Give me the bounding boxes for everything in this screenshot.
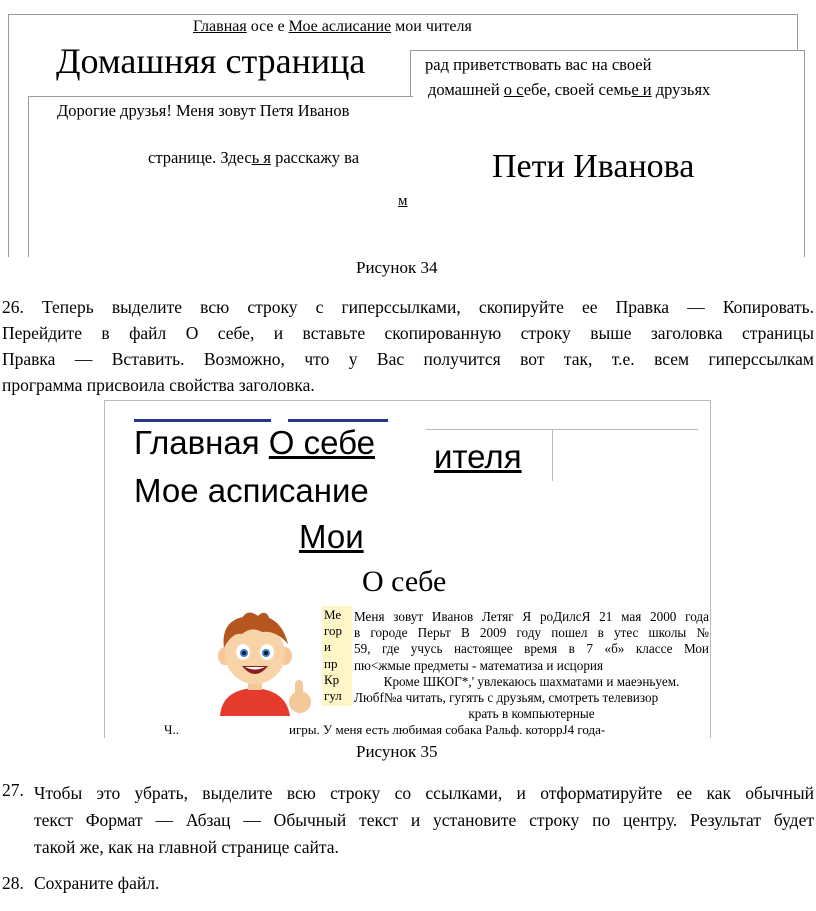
bio-line: пю<жмые предметы - матемaтиза и исцория bbox=[354, 657, 604, 673]
frame-line bbox=[710, 400, 711, 738]
boy-avatar-icon bbox=[192, 606, 326, 716]
bio-fragment: Ч.. bbox=[164, 722, 179, 737]
step-28-number: 28. bbox=[2, 873, 24, 893]
greeting-line-3: м bbox=[398, 193, 408, 209]
link-schedule[interactable]: Мое асписание bbox=[134, 472, 369, 509]
welcome-line-2 bbox=[428, 80, 710, 100]
paragraph-line: Правка — Вставить. Возможно, что у Вас получится вот так, т.е. всем гиперссылкам bbox=[2, 349, 814, 369]
figure-35-caption: Рисунок 35 bbox=[356, 742, 438, 761]
figure-34-caption: Рисунок 34 bbox=[356, 258, 438, 277]
frame-line bbox=[552, 429, 553, 481]
paragraph-line: 26. Теперь выделите всю строку с гиперссылками, скопируйте ее Правка — Копировать. bbox=[2, 297, 814, 317]
frame-line bbox=[104, 400, 710, 401]
bio-line: Кроме ШКОГ*,' увлекаюсь шахматами и маеэньуем. bbox=[383, 673, 680, 689]
text-part: о с bbox=[503, 80, 524, 99]
step-28-text: Сохраните файл. bbox=[34, 873, 160, 893]
step-27-number: 27. bbox=[2, 780, 24, 800]
text-part: расскажу ва bbox=[270, 148, 360, 167]
figure-34 bbox=[0, 0, 816, 258]
bio-line: Меня зовут Иванов Летяг Я роДилсЯ 21 мая 2000 года bbox=[354, 609, 709, 624]
nav-link-home[interactable]: Главная bbox=[193, 18, 247, 35]
step-27-paragraph bbox=[34, 780, 814, 861]
home-page-title: Домашняя страница bbox=[56, 41, 366, 81]
nav-link-schedule[interactable]: Мое аслисание bbox=[288, 18, 392, 35]
link-underline-bar bbox=[288, 419, 388, 422]
link-underline-bar bbox=[134, 419, 271, 422]
nav-text-rest: мои чителя bbox=[391, 18, 472, 35]
bio-line: крать в компьютерные bbox=[468, 706, 595, 722]
text-part: друзьях bbox=[651, 80, 711, 99]
frame-line bbox=[426, 429, 698, 430]
paragraph-line: Чтобы это убрать, выделите всю строку со ссылками, и отформатируйте ее как обычный bbox=[34, 783, 814, 803]
text-part: домашней bbox=[428, 80, 504, 99]
paragraph-line: текст Формат — Абзац — Обычный текст и установите строку по центру. Результат будет bbox=[34, 810, 814, 830]
figure-35 bbox=[104, 400, 816, 740]
text-part: странице. Здес bbox=[148, 148, 252, 167]
bio-line: в городе Перьт В 2009 году пошел в утес школы № bbox=[354, 625, 709, 641]
text-part: ебе, своей семь bbox=[523, 80, 632, 99]
link-teachers-tail[interactable]: ителя bbox=[434, 438, 522, 475]
nav-line bbox=[193, 18, 472, 36]
heading-links-line-1 bbox=[134, 424, 375, 462]
link-about[interactable]: О себе bbox=[268, 424, 375, 461]
bio-text bbox=[354, 609, 709, 722]
frame-line bbox=[104, 400, 105, 738]
owner-name-heading: Пети Иванова bbox=[492, 148, 695, 185]
text-part: ь я bbox=[251, 148, 271, 167]
bio-line: 59, где учусь настоящее время в 7 «б» классе Мои bbox=[354, 641, 709, 657]
welcome-line-1: рад приветствовать вас на своей bbox=[425, 55, 652, 74]
nav-text: осе е bbox=[246, 18, 289, 35]
overlapped-text-strip: Ме гор и пр Кр гул bbox=[324, 607, 343, 704]
about-heading: О себе bbox=[362, 565, 447, 598]
text-part: е и bbox=[631, 80, 652, 99]
bio-last-line: игры. У меня есть любимая собака Ральф. которрJ4 года- bbox=[289, 722, 606, 737]
link-home[interactable]: Главная bbox=[134, 424, 260, 461]
link-mine[interactable]: Мои bbox=[299, 518, 364, 555]
paragraph-line: программа присвоила свойства заголовка. bbox=[2, 375, 315, 395]
greeting-line-2 bbox=[148, 148, 359, 168]
paragraph-line: Перейдите в файл О себе, и вставьте скопированную строку выше заголовка страницы bbox=[2, 323, 814, 343]
bio-line: Любf№a читать, гугять с друзьям, смотреть телевизор bbox=[354, 690, 659, 706]
step-26-paragraph bbox=[2, 294, 814, 398]
paragraph-line: такой же, как на главной странице сайта. bbox=[34, 837, 339, 857]
greeting-line-1: Дорогие друзья! Меня зовут Петя Иванов bbox=[57, 101, 350, 120]
